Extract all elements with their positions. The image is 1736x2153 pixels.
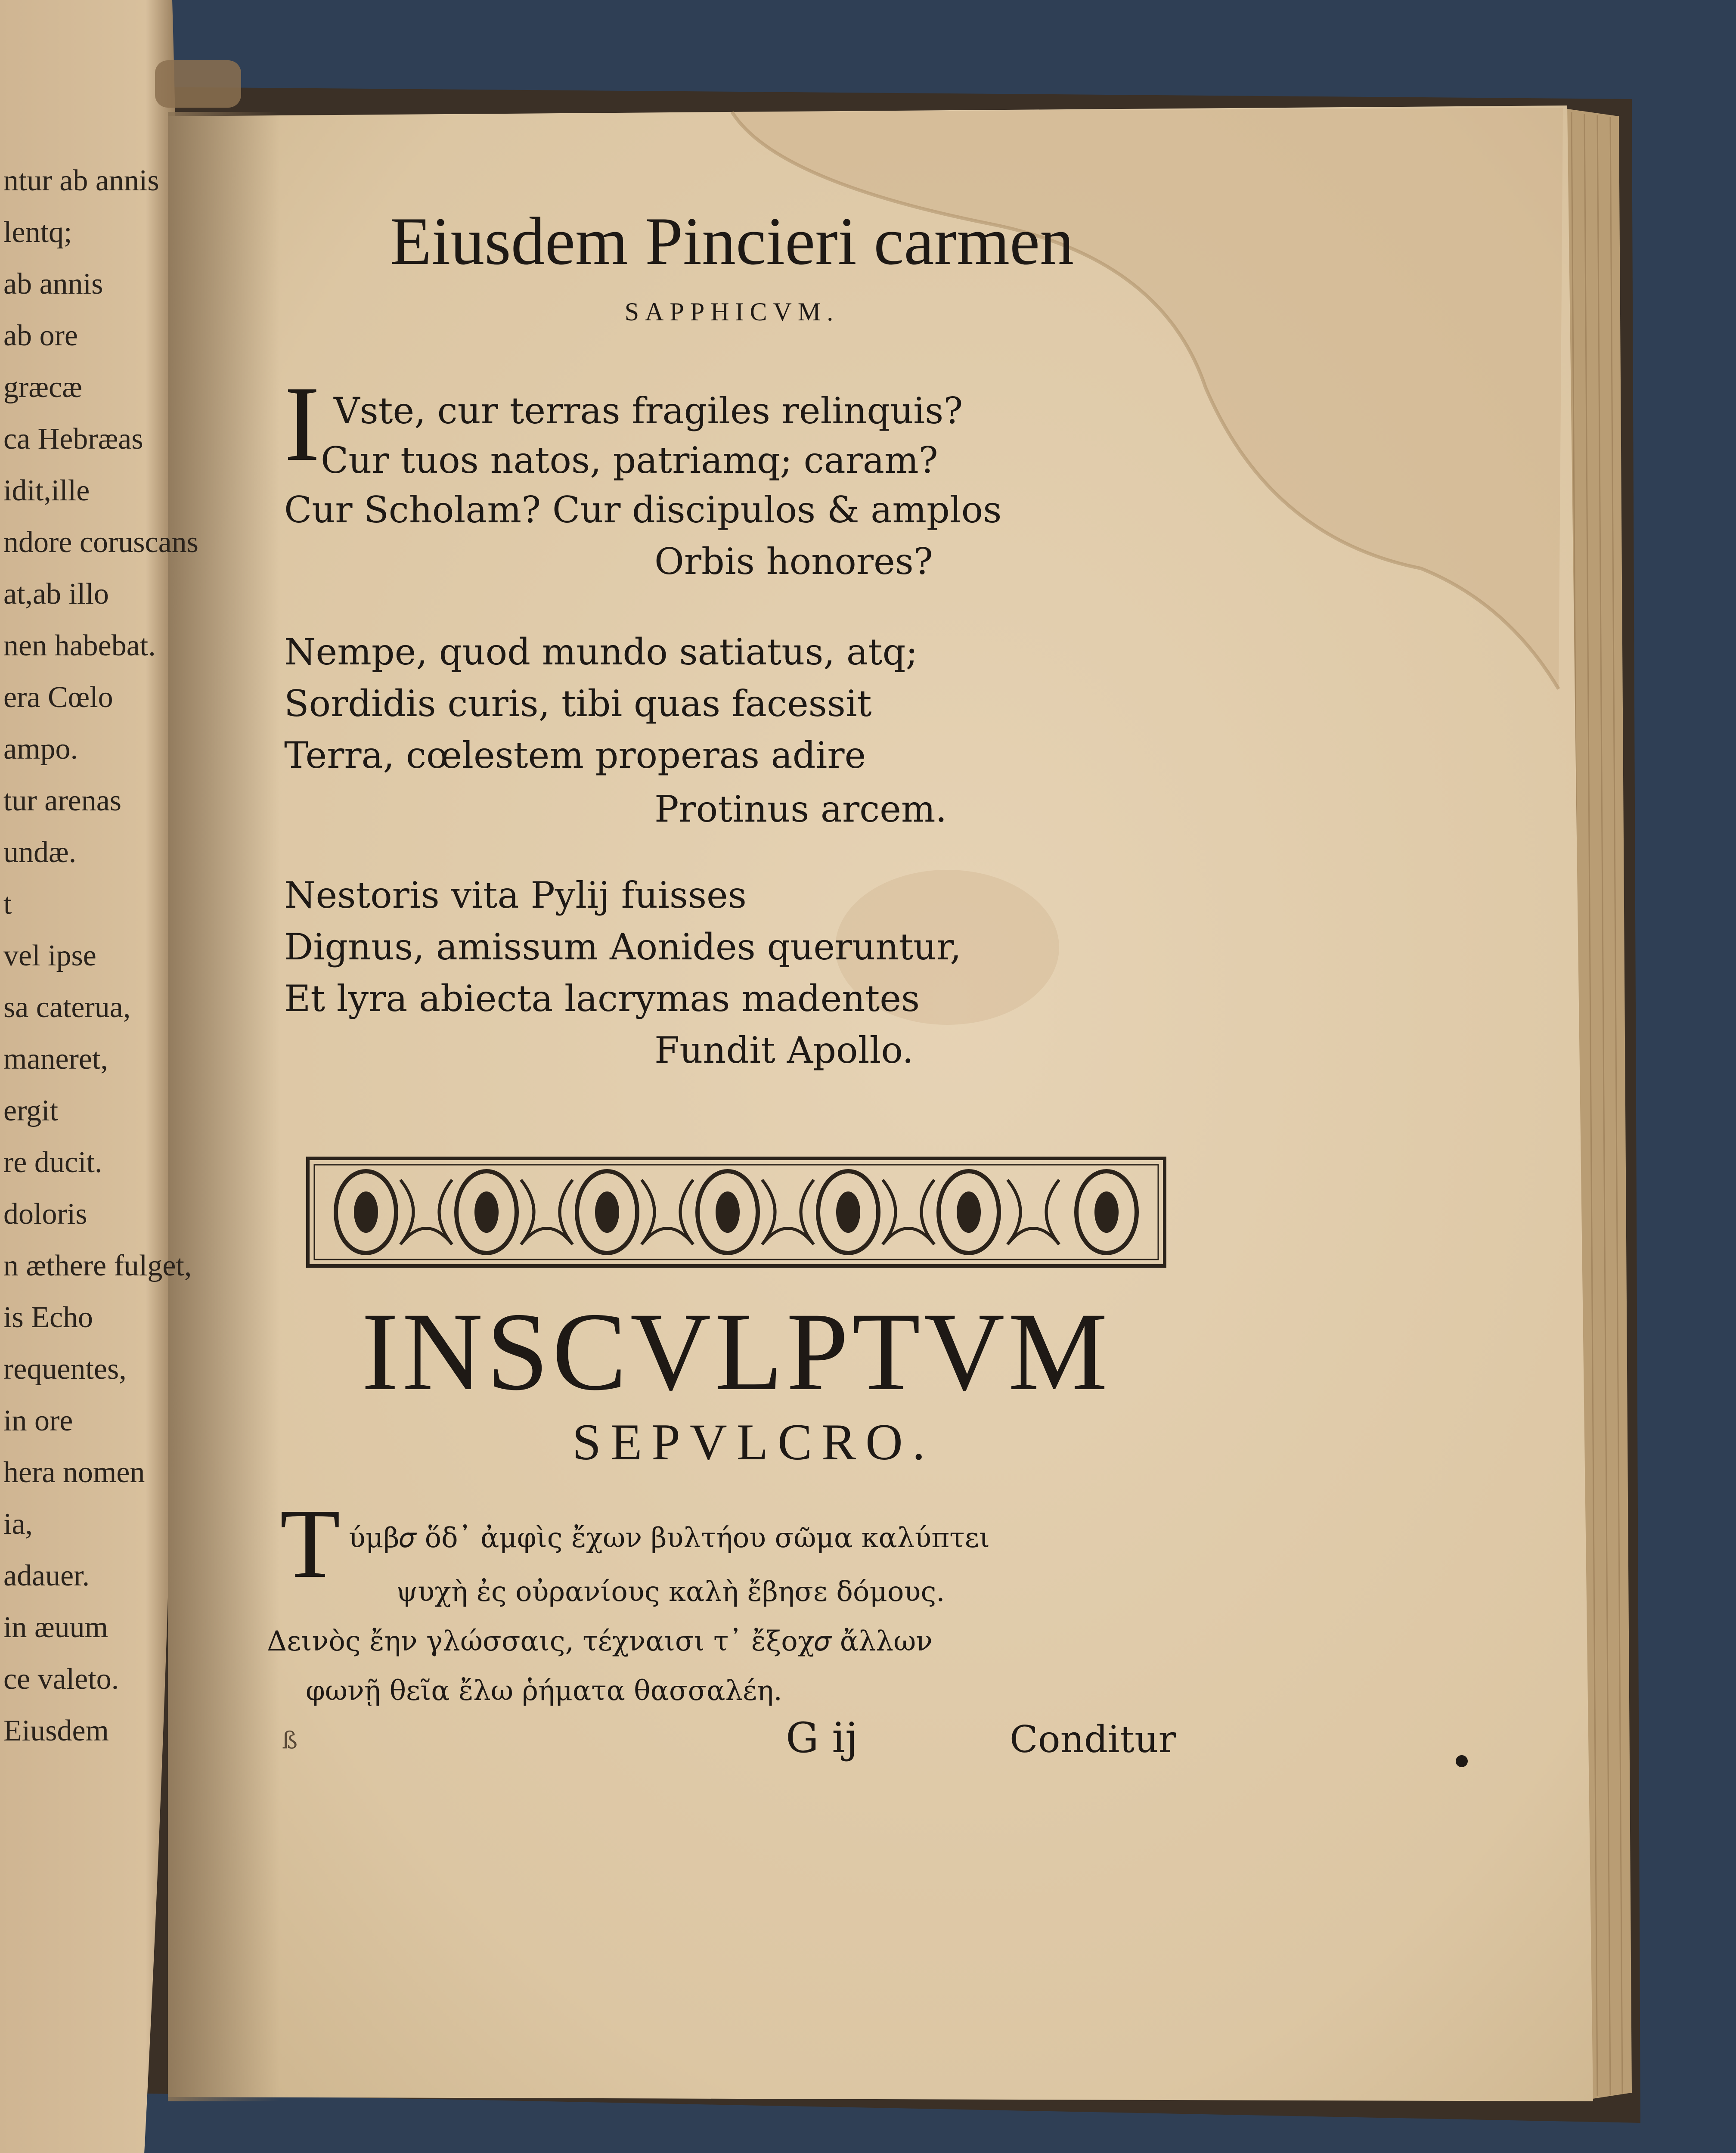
left-page-line: ntur ab annis <box>3 164 159 197</box>
left-page-line: tur arenas <box>3 784 122 817</box>
left-page-line: ab ore <box>3 319 78 352</box>
left-page-line: n æthere fulget, <box>3 1249 192 1282</box>
greek-line: ψυχὴ ἐς οὐρανίους καλὴ ἔβησε δόμους. <box>396 1576 945 1608</box>
page-title: Eiusdem Pincieri carmen <box>390 204 1074 279</box>
verse-line: Sordidis curis, tibi quas facessit <box>284 683 872 725</box>
catchword: Conditur <box>1010 1718 1176 1761</box>
left-page-line: lentq; <box>3 216 72 249</box>
page-subtitle: SAPPHICVM. <box>624 298 840 326</box>
verse-line: Fundit Apollo. <box>654 1029 914 1071</box>
left-page-line: græcæ <box>3 371 82 404</box>
left-page-line: in æuum <box>3 1611 108 1644</box>
left-page-line: adauer. <box>3 1559 90 1592</box>
left-page-line: era Cœlo <box>3 681 113 714</box>
left-page-line: ampo. <box>3 732 78 766</box>
left-page-line: Eiusdem <box>3 1714 109 1747</box>
marginal-mark: ß <box>282 1727 298 1754</box>
verse-line: Cur tuos natos, patriamq; caram? <box>321 439 938 481</box>
left-page-line: ndore coruscans <box>3 526 198 559</box>
verse-line: Cur Scholam? Cur discipulos & amplos <box>284 489 1002 531</box>
left-page-line: at,ab illo <box>3 577 109 611</box>
left-page-line: ia, <box>3 1508 33 1541</box>
verse-line: Nempe, quod mundo satiatus, atq; <box>284 631 918 673</box>
left-page-line: requentes, <box>3 1353 127 1386</box>
verse-line: Et lyra abiecta lacrymas madentes <box>284 977 920 1020</box>
left-page-line: in ore <box>3 1404 73 1437</box>
ink-dot <box>1456 1755 1468 1767</box>
verse-line: Protinus arcem. <box>654 788 947 830</box>
verse-line: Terra, cœlestem properas adire <box>284 734 866 776</box>
left-page-line: idit,ille <box>3 474 90 507</box>
signature-mark: G ij <box>786 1714 858 1762</box>
gutter-shadow <box>168 112 280 2101</box>
left-page-line: hera nomen <box>3 1456 145 1489</box>
greek-line: ύμβ𝜎 ὅδ᾽ ἀμφὶς ἔχων βυλτήου σῶμα καλύπτει <box>349 1522 990 1554</box>
greek-drop-cap: T <box>280 1489 341 1598</box>
left-page-line: t <box>3 887 12 921</box>
left-page-line: maneret, <box>3 1042 108 1076</box>
left-page-line: ce valeto. <box>3 1663 119 1696</box>
verse-line: Nestoris vita Pylij fuisses <box>284 874 747 916</box>
left-page-line: ab annis <box>3 267 103 301</box>
left-page-line: undæ. <box>3 836 77 869</box>
greek-line: φωνῇ θεῖα ἔλω ῥήματα θασσαλέη. <box>306 1675 782 1707</box>
left-page-line: ergit <box>3 1094 59 1127</box>
left-page-line: nen habebat. <box>3 629 156 662</box>
left-page-line: is Echo <box>3 1301 93 1334</box>
verse-line: Dignus, amissum Aonides queruntur, <box>284 926 961 968</box>
left-page-line: sa caterua, <box>3 991 131 1024</box>
section-subheading: SEPVLCRO. <box>572 1413 935 1470</box>
left-page-line: ca Hebræas <box>3 422 143 456</box>
drop-cap: I <box>284 364 320 484</box>
left-page-line: re ducit. <box>3 1146 102 1179</box>
left-page-line: vel ipse <box>3 939 96 972</box>
left-page-text <box>3 164 198 1791</box>
binding-thread <box>155 60 241 108</box>
section-heading: INSCVLPTVM <box>361 1290 1111 1414</box>
left-page-line: doloris <box>3 1197 87 1231</box>
greek-line: Δεινὸς ἔην γλώσσαις, τέχναισι τ᾽ ἔξοχ𝜎 ἄλλων <box>267 1626 933 1657</box>
verse-line: Orbis honores? <box>654 540 933 583</box>
verse-line: Vste, cur terras fragiles relinquis? <box>334 390 963 432</box>
